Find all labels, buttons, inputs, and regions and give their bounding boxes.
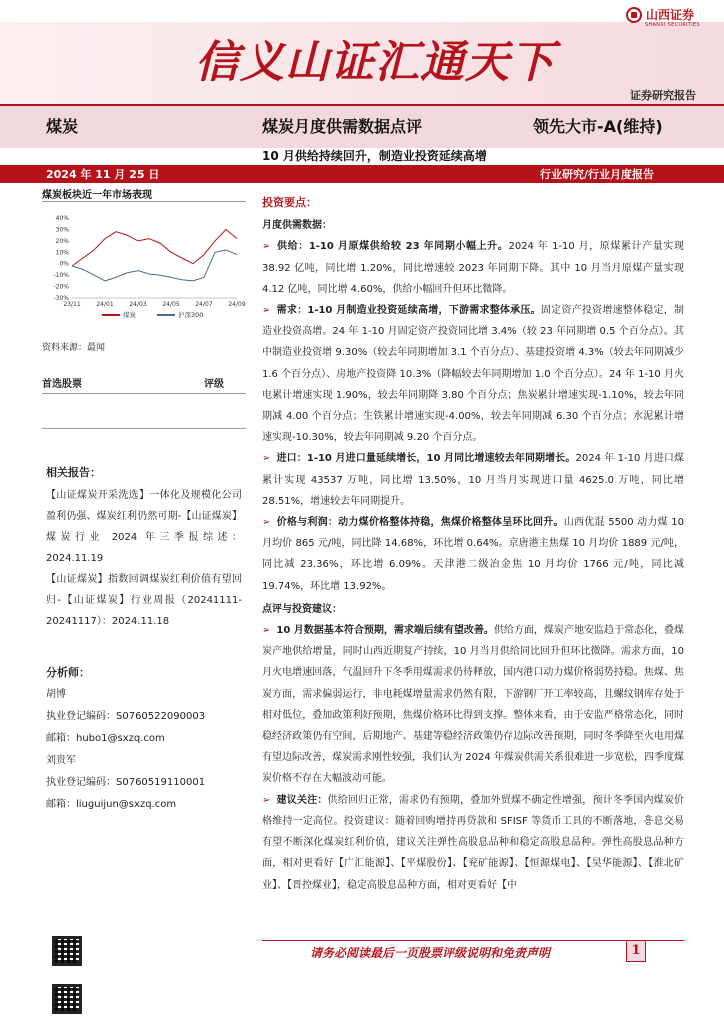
market-chart [42, 203, 246, 323]
page-number: 1 [626, 940, 646, 962]
series-line-1 [72, 250, 237, 281]
x-tick-label: 24/05 [162, 301, 180, 308]
report-date: 2024 年 11 月 25 日 [46, 168, 160, 181]
analyst-name: 胡博 [46, 689, 66, 700]
x-tick-label: 24/03 [129, 301, 147, 308]
analyst-email[interactable]: 邮箱：hubo1@sxzq.com [46, 733, 165, 744]
data-source: 资料来源：最闻 [42, 343, 106, 353]
comment-paragraph: ➢ 10 月数据基本符合预期，需求端后续有望改善。供给方面，煤炭产地安监趋于常态化，叠煤炭产地供给增量，同时山西近期复产持续，10 月当月供给同比回升但环比微降。需求方面，10 月火电增速回落，气温回升下冬季用煤需求仍待释放，国内港口动力煤价格弱势持稳。焦煤、焦炭方面，需求偏弱运行，非电耗煤增量需求仍然有限，下游钢厂开工率较高，且螺纹钢库存处于相对低位，叠加政策利好预期，焦煤价格环比得到支撑。整体来看，由于安监严格常态化，同时稳经济政策仍有空间，后期地产、基建等稳经济政策仍存边际改善预期，同时冬季降至火电用煤有望边际改善，煤炭需求刚性较强，我们认为 2024 年煤炭供需关系很难进一步宽松，四季度煤炭价格不存在大幅波动可能。 [262, 625, 684, 785]
analyst-name: 刘贵军 [46, 755, 76, 766]
arrow-icon: ➢ [262, 453, 271, 465]
y-tick-label: 10% [55, 249, 69, 257]
divider [42, 428, 246, 429]
picks-header [42, 375, 246, 394]
rating-label: 领先大市-A(维持) [533, 117, 663, 136]
monthly-data-heading: 月度供需数据： [262, 220, 332, 232]
industry-label: 煤炭 [46, 117, 79, 136]
analyst-email[interactable]: 邮箱：liuguijun@sxzq.com [46, 799, 177, 810]
analysts [46, 662, 242, 816]
company-logo [626, 6, 694, 23]
picks-label: 首选股票 [42, 379, 82, 390]
analyst-license: 执业登记编码：S0760519110001 [46, 777, 206, 788]
related-report[interactable]: 【山证煤炭】指数回调煤炭红利价值有望回归-【山证煤炭】行业周报（20241111-20241117）：2024.11.18 [46, 574, 242, 627]
disclaimer[interactable]: 请务必阅读最后一页股票评级说明和免责声明 [310, 946, 551, 960]
suggestion-paragraph: ➢ 建议关注：供给回归正常，需求仍有预期，叠加外贸煤不确定性增强，预计冬季国内煤炭价格维持一定高位。投资建议：随着回购增持再贷款和 SFISF 等货币工具的不断落地，흥息交易有望不断深化煤炭红利价值，建议关注弹性高股息品种和稳定高股息品种。弹性高股息品种方面，相对更看好【广汇能源】、【平煤股份】、【兖矿能源】、【恒源煤电】、【昊华能源】、【淮北矿业】、【晋控煤业】，稳定高股息品种方面，相对更看好【中 [262, 794, 685, 891]
qr-code-icon [52, 984, 82, 1014]
arrow-icon: ➢ [262, 241, 271, 253]
y-tick-label: -30% [53, 295, 69, 302]
price-paragraph: ➢ 价格与利润：动力煤价格整体持稳，焦煤价格整体呈环比回升。山西优混 5500 动力煤 10 月均价 865 元/吨，同比降 14.68%，环比增 0.64%。京唐港主焦煤 10 月均价 1889 元/吨，同比减 23.36%，环比增 6.09%。天津港二级冶金焦 10 月均价 1766 元/吨，同比减 19.74%，环比增 13.92%。 [262, 517, 685, 592]
report-category: 行业研究/行业月度报告 [540, 168, 655, 181]
report-type: 证券研究报告 [630, 89, 696, 102]
y-tick-label: 30% [55, 226, 69, 234]
logo-text: 山西证券 [646, 8, 695, 22]
report-title: 煤炭月度供需数据点评 [262, 117, 423, 136]
logo-icon [626, 7, 642, 23]
x-tick-label: 24/09 [228, 301, 246, 308]
analyst-license: 执业登记编码：S0760522090003 [46, 711, 206, 722]
x-tick-label: 24/07 [195, 301, 213, 308]
y-tick-label: 20% [55, 237, 69, 245]
qr-code-icon [52, 936, 82, 966]
demand-paragraph: ➢ 需求：1-10 月制造业投资延续高增，下游需求整体承压。固定资产投资增速整体稳定，制造业投资高增。24 年 1-10 月固定资产投资同比增 3.4%（较 23 年同期增 0.5 个百分点）。其中制造业投资增 9.30%（较去年同期增加 3.1 个百分点）、基建投资增 4.3%（较去年同期减少 1.6 个百分点）、房地产投资降 10.3%（降幅较去年同期增加 1.0 个百分点）。24 年 1-10 月火电累计增速实现 1.90%，较去年同期降 3.80 个百分点；焦炭累计增速实现-1.10%，较去年同期减 4.00 个百分点；生铁累计增速实现-4.00%，较去年同期减 6.30 个百分点；水泥累计增速实现-10.30%，较去年同期减 9.20 个百分点。 [262, 305, 685, 444]
arrow-icon: ➢ [262, 625, 271, 637]
logo-english: SHANXI SECURITIES [645, 22, 700, 28]
market-section [42, 186, 246, 202]
supply-paragraph: ➢ 供给：1-10 月原煤供给较 23 年同期小幅上升。2024 年 1-10 月，原煤累计产量实现 38.92 亿吨，同比增 1.20%，同比增速较 2023 年同期下降。其中 10 月当月原煤产量实现 4.12 亿吨，同比增 4.60%，供给小幅回升但环比微降。 [262, 241, 684, 295]
import-paragraph: ➢ 进口：1-10 月进口量延续增长，10 月同比增速较去年同期增长。2024 年 1-10 月进口煤累计实现 43537 万吨，同比增 13.50%，10 月当月实现进口量 4625.0 万吨，同比增 28.51%，增速较去年同期提升。 [262, 453, 685, 507]
legend-label: 煤炭 [123, 311, 136, 319]
related-title: 相关报告： [46, 466, 101, 479]
x-tick-label: 23/11 [63, 301, 81, 308]
y-tick-label: 0% [59, 260, 69, 268]
y-tick-label: 40% [55, 215, 69, 222]
main-content [262, 192, 684, 896]
x-tick-label: 24/01 [96, 301, 114, 308]
arrow-icon: ➢ [262, 305, 271, 317]
footer-divider [262, 940, 684, 941]
slogan: 信义山证汇通天下 [195, 37, 555, 88]
related-report[interactable]: 【山证煤炭开采洗选】一体化及规模化公司盈利仍强、煤炭红利仍然可期-【山证煤炭】煤炭行业 2024 年三季报综述：2024.11.19 [46, 490, 242, 564]
picks-rating: 评级 [204, 379, 224, 390]
series-line-0 [72, 229, 237, 266]
key-points-heading: 投资要点： [262, 196, 317, 209]
legend-label: 沪深300 [178, 311, 204, 319]
related-reports [46, 462, 242, 632]
market-title: 煤炭板块近一年市场表现 [42, 186, 246, 202]
arrow-icon: ➢ [262, 794, 271, 806]
report-subtitle: 10 月供给持续回升，制造业投资延续高增 [262, 149, 487, 163]
y-tick-label: -10% [53, 272, 69, 280]
y-tick-label: -20% [53, 283, 69, 291]
analysts-title: 分析师： [46, 666, 90, 679]
comment-heading: 点评与投资建议： [262, 603, 342, 615]
arrow-icon: ➢ [262, 517, 271, 529]
